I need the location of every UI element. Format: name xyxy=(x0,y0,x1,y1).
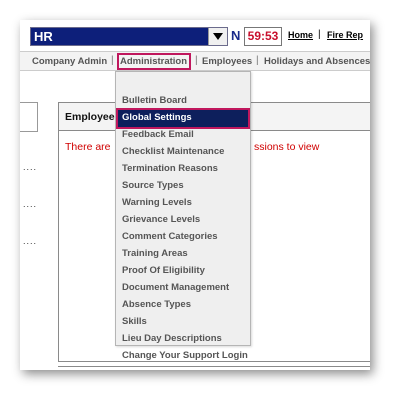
menu-item-global-settings[interactable]: Global Settings xyxy=(118,110,248,127)
menu-item-source-types[interactable]: Source Types xyxy=(122,180,184,191)
left-panel-header xyxy=(20,102,38,132)
menu-item-termination-reasons[interactable]: Termination Reasons xyxy=(122,163,218,174)
session-timer: 59:53 xyxy=(244,27,282,46)
permission-error-start: There are xyxy=(65,141,111,153)
menu-item-checklist-maintenance[interactable]: Checklist Maintenance xyxy=(122,146,225,157)
divider xyxy=(58,366,370,367)
nav-administration[interactable]: Administration xyxy=(120,56,188,67)
menu-item-warning-levels[interactable]: Warning Levels xyxy=(122,197,192,208)
menu-item-bulletin-board[interactable]: Bulletin Board xyxy=(122,95,187,106)
left-ellipsis: .... xyxy=(23,236,38,246)
nav-employees[interactable]: Employees xyxy=(202,56,253,67)
partial-label: N xyxy=(231,28,241,43)
panel-title: Employee xyxy=(65,111,115,123)
home-link[interactable]: Home xyxy=(288,30,314,40)
administration-dropdown xyxy=(115,71,251,361)
nav-separator: | xyxy=(256,55,259,66)
nav-administration-highlight xyxy=(117,53,191,70)
permission-error-end: ssions to view xyxy=(254,141,320,153)
top-separator: | xyxy=(318,29,321,40)
company-select-value: HR xyxy=(34,29,53,44)
top-bar xyxy=(20,20,370,50)
select-dropdown-button[interactable] xyxy=(208,28,227,45)
chevron-down-icon xyxy=(213,33,223,40)
menu-item-lieu-day-descriptions[interactable]: Lieu Day Descriptions xyxy=(122,333,222,344)
menu-item-feedback-email[interactable]: Feedback Email xyxy=(122,129,194,140)
nav-company-admin[interactable]: Company Admin xyxy=(32,56,108,67)
menu-item-proof-of-eligibility[interactable]: Proof Of Eligibility xyxy=(122,265,205,276)
nav-holidays-absences[interactable]: Holidays and Absences xyxy=(264,56,370,67)
left-ellipsis: .... xyxy=(23,162,38,172)
menu-item-absence-types[interactable]: Absence Types xyxy=(122,299,191,310)
menu-item-change-support-login[interactable]: Change Your Support Login xyxy=(122,350,248,361)
screenshot-frame xyxy=(20,20,370,370)
nav-separator: | xyxy=(111,55,114,66)
menu-item-training-areas[interactable]: Training Areas xyxy=(122,248,188,259)
menu-item-grievance-levels[interactable]: Grievance Levels xyxy=(122,214,201,225)
main-nav xyxy=(20,51,370,71)
fire-report-link[interactable]: Fire Rep xyxy=(327,30,364,40)
menu-item-document-management[interactable]: Document Management xyxy=(122,282,230,293)
left-ellipsis: .... xyxy=(23,199,38,209)
menu-item-skills[interactable]: Skills xyxy=(122,316,147,327)
company-select[interactable] xyxy=(30,27,228,46)
menu-item-comment-categories[interactable]: Comment Categories xyxy=(122,231,218,242)
nav-separator: | xyxy=(195,55,198,66)
